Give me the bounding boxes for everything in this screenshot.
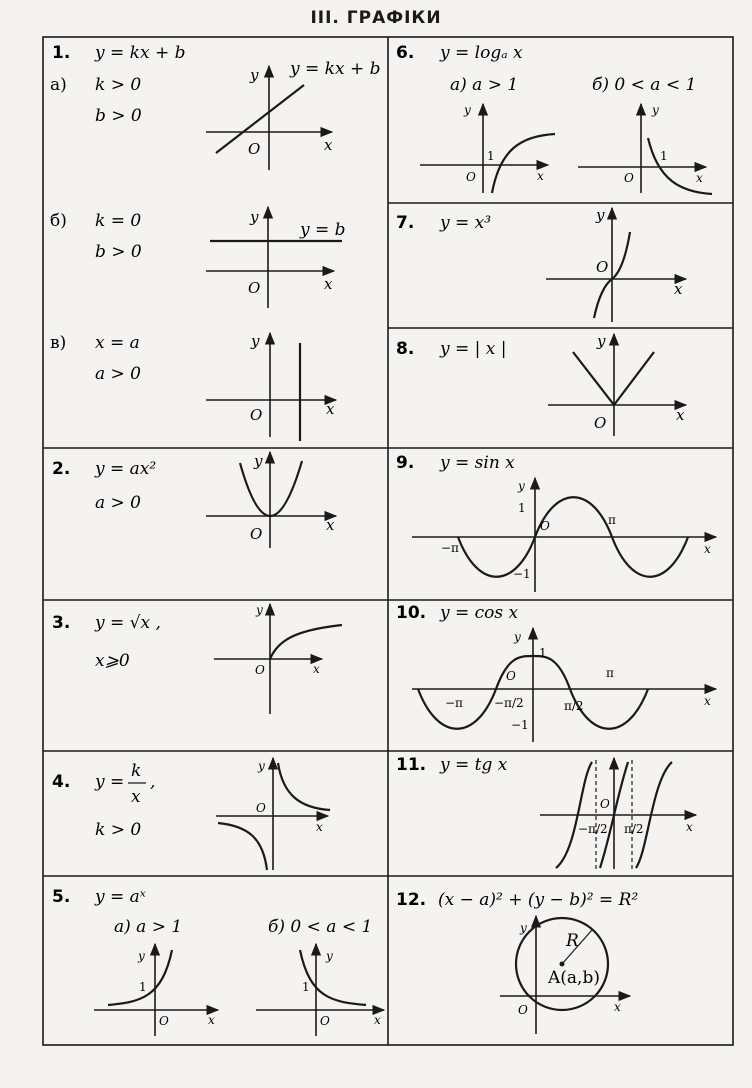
origin-label: O (250, 525, 263, 543)
formula: y = aˣ (95, 887, 146, 907)
cell-7 (396, 206, 686, 322)
minus-pi-label: −π (441, 541, 459, 555)
y-label: y (250, 208, 259, 226)
condition: b > 0 (95, 106, 142, 126)
x-label: x (614, 1000, 621, 1014)
formula: y = logₐ x (440, 43, 523, 63)
formula: y = tg x (440, 755, 508, 775)
y-label: y (464, 103, 471, 117)
y-label: y (518, 479, 525, 493)
cell-number: 6. (396, 43, 415, 63)
x-label: x (313, 662, 320, 676)
formula: y = x³ (440, 213, 492, 233)
formula: y = kx + b (95, 43, 186, 63)
origin-label: O (248, 140, 261, 158)
formula: y = sin x (440, 453, 515, 473)
condition: x = a (95, 333, 140, 353)
x-label: x (537, 169, 544, 183)
pi-label: π (608, 513, 616, 527)
case-label: б) 0 < a < 1 (592, 75, 697, 95)
one-label: 1 (487, 149, 495, 163)
curve-label: y = kx + b (290, 59, 381, 79)
one-label: 1 (660, 149, 668, 163)
cell-5 (52, 887, 384, 1036)
formula: y = cos x (440, 603, 519, 623)
origin-label: O (248, 279, 261, 297)
center-point (560, 962, 565, 967)
formula: y = ax² (95, 459, 157, 479)
cell-number: 11. (396, 755, 427, 775)
one-label: 1 (139, 980, 147, 994)
x-label: x (326, 400, 335, 418)
cell-11 (396, 755, 696, 869)
minus-one-label: −1 (511, 718, 529, 732)
x-label: x (674, 280, 683, 298)
log-curve (648, 138, 712, 194)
origin-label: O (256, 801, 266, 815)
case-mark: в) (50, 333, 67, 353)
hyperbola-branch (218, 823, 267, 870)
x-label: x (676, 406, 685, 424)
case-label: а) a > 1 (114, 917, 183, 937)
radius-label: R (566, 931, 579, 951)
condition: x⩾0 (95, 651, 130, 671)
y-label: y (596, 206, 605, 224)
condition: k > 0 (95, 75, 142, 95)
page-title: III. ГРАФІКИ (310, 8, 442, 28)
x-label: x (324, 275, 333, 293)
x-label: x (374, 1013, 381, 1027)
exp-curve (300, 950, 366, 1005)
pi-label: π (606, 666, 614, 680)
fraction-denominator: x (131, 787, 141, 807)
condition: a > 0 (95, 364, 142, 384)
y-label: y (256, 603, 263, 617)
formula: y = (95, 772, 125, 792)
cell-number: 10. (396, 603, 427, 623)
y-label: y (254, 452, 263, 470)
cell-2 (52, 452, 336, 548)
condition: k = 0 (95, 211, 142, 231)
condition: k > 0 (95, 820, 142, 840)
origin-label: O (540, 519, 550, 533)
cell-number: 7. (396, 213, 415, 233)
one-label: 1 (518, 501, 526, 515)
cell-number: 12. (396, 890, 427, 910)
x-label: x (208, 1013, 215, 1027)
cell-number: 4. (52, 772, 71, 792)
minus-pi-label: −π (445, 696, 463, 710)
x-label: x (704, 694, 711, 708)
condition: a > 0 (95, 493, 142, 513)
origin-label: O (255, 663, 265, 677)
sqrt-curve (270, 625, 342, 659)
origin-label: O (594, 414, 607, 432)
x-label: x (326, 516, 335, 534)
x-label: x (704, 542, 711, 556)
fraction-numerator: k (131, 761, 142, 781)
formula: y = √x , (95, 613, 161, 633)
formula: y = | x | (440, 339, 507, 359)
x-label: x (324, 136, 333, 154)
cell-number: 5. (52, 887, 71, 907)
formula-comma: , (150, 772, 156, 792)
cell-number: 9. (396, 453, 415, 473)
case-mark: б) (50, 211, 67, 231)
origin-label: O (596, 258, 609, 276)
formula: (x − a)² + (y − b)² = R² (438, 890, 639, 910)
condition: b > 0 (95, 242, 142, 262)
one-label: 1 (539, 646, 547, 660)
y-label: y (251, 332, 260, 350)
cell-3 (52, 603, 342, 714)
y-label: y (652, 103, 659, 117)
hyperbola-branch (278, 763, 330, 810)
origin-label: O (518, 1003, 528, 1017)
y-label: y (520, 921, 527, 935)
cell-12 (396, 890, 638, 1034)
log-curve (492, 134, 555, 193)
cell-number: 1. (52, 43, 71, 63)
minus-pi-half-label: −π/2 (578, 822, 608, 836)
center-label: A(a,b) (548, 968, 600, 988)
y-label: y (514, 630, 521, 644)
y-label: y (258, 759, 265, 773)
cell-number: 3. (52, 613, 71, 633)
origin-label: O (506, 669, 516, 683)
curve-label: y = b (300, 220, 346, 240)
cell-6 (396, 43, 712, 194)
minus-one-label: −1 (513, 567, 531, 581)
y-label: y (250, 66, 259, 84)
pi-half-label: π/2 (564, 699, 584, 713)
y-label: y (597, 332, 606, 350)
origin-label: O (159, 1014, 169, 1028)
parabola (240, 461, 302, 516)
origin-label: O (466, 170, 476, 184)
origin-label: O (600, 797, 610, 811)
minus-pi-half-label: −π/2 (494, 696, 524, 710)
case-mark: а) (50, 75, 67, 95)
cell-number: 8. (396, 339, 415, 359)
cell-8 (396, 332, 686, 436)
cell-1 (50, 43, 380, 441)
origin-label: O (320, 1014, 330, 1028)
origin-label: O (250, 406, 263, 424)
case-label: а) a > 1 (450, 75, 519, 95)
y-label: y (138, 949, 145, 963)
one-label: 1 (302, 980, 310, 994)
cell-9 (396, 453, 716, 592)
origin-label: O (624, 171, 634, 185)
pi-half-label: π/2 (624, 822, 644, 836)
cell-10 (396, 603, 716, 742)
y-label: y (326, 949, 333, 963)
cell-number: 2. (52, 459, 71, 479)
x-label: x (316, 820, 323, 834)
cell-4 (52, 758, 330, 870)
x-label: x (686, 820, 693, 834)
case-label: б) 0 < a < 1 (268, 917, 373, 937)
x-label: x (696, 171, 703, 185)
